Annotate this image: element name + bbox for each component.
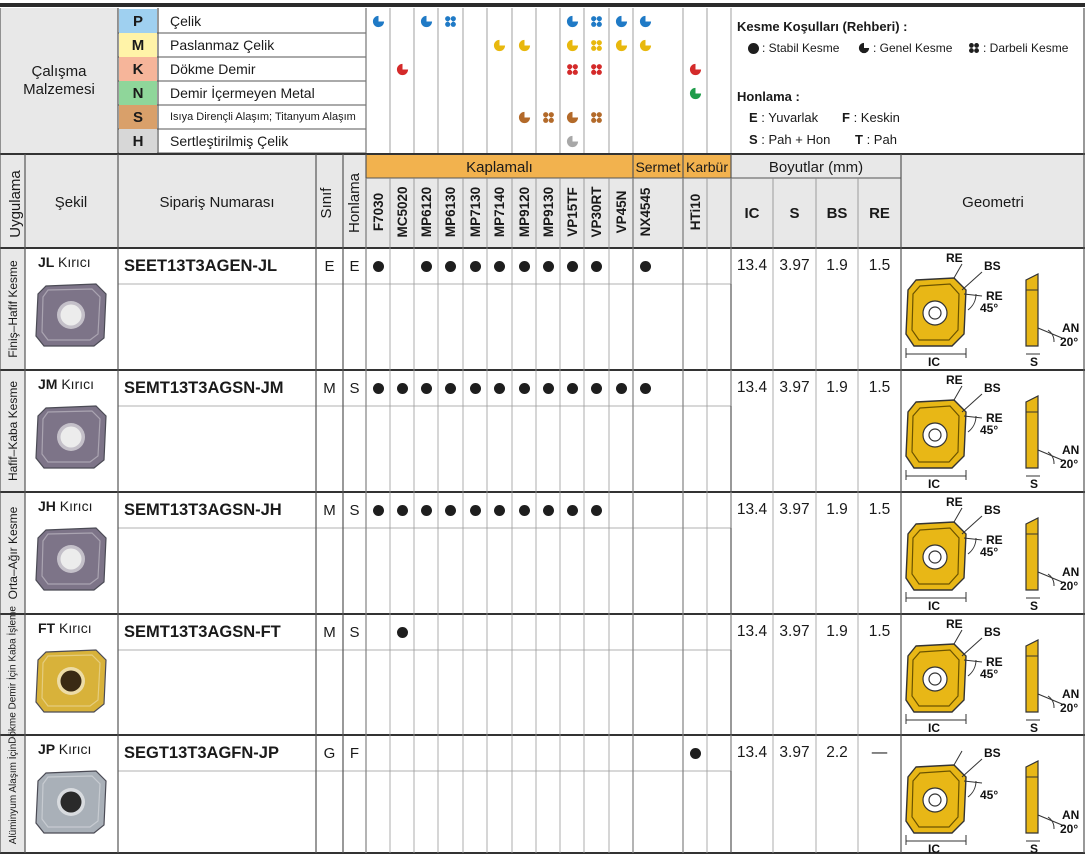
cutting-condition-mark — [609, 33, 633, 57]
geometry-bs-label: BS — [984, 381, 1001, 395]
stock-dot — [421, 261, 432, 272]
row-jl-stock-nx4545 — [633, 248, 657, 284]
legend-stable-icon-label: : Stabil Kesme — [762, 41, 840, 55]
geometry-an-label: AN — [1062, 321, 1080, 335]
row-jp-dim-re: — — [871, 744, 888, 761]
stock-dot — [445, 261, 456, 272]
row-jp-application: Alüminyum Alaşım İçin — [7, 743, 18, 845]
row-jl-breaker-label: JL Kırıcı — [38, 254, 91, 270]
geometry-an-label: AN — [1062, 443, 1080, 457]
cutting-condition-mark — [560, 105, 584, 129]
grade-header-mp6120: MP6120 — [418, 186, 434, 238]
geometry-angle-label: 45° — [980, 545, 999, 559]
geometry-an-angle-label: 20° — [1060, 822, 1079, 836]
geometry-ic-label: IC — [928, 721, 940, 734]
row-jl-stock-mp7130 — [463, 248, 487, 284]
geometry-re-label: RE — [946, 495, 963, 509]
stock-dot — [690, 748, 701, 759]
geometry-header: Geometri — [962, 193, 1024, 211]
stock-dot — [543, 505, 554, 516]
cutting-condition-mark — [633, 9, 657, 33]
row-ft-geometry-diagram — [902, 616, 1084, 734]
row-jm-application: Hafif–Kaba Kesme — [5, 380, 20, 482]
stock-dot — [591, 505, 602, 516]
row-jm-stock-vp45n — [609, 370, 633, 406]
legend-honing-s: S : Pah + Hon — [749, 132, 831, 147]
stock-dot — [445, 383, 456, 394]
stock-dot — [373, 383, 384, 394]
row-jh-insert-image — [32, 524, 110, 594]
row-jp-geometry-diagram — [902, 737, 1084, 855]
stock-dot — [567, 261, 578, 272]
row-jm-stock-f7030 — [366, 370, 390, 406]
cutting-condition-mark — [560, 9, 584, 33]
row-jm-insert-image — [32, 402, 110, 472]
stock-dot — [421, 383, 432, 394]
cermet-header: Sermet — [635, 159, 681, 175]
legend-interrupted-icon — [968, 40, 1068, 56]
row-jm-order-number[interactable]: SEMT13T3AGSN-JM — [124, 378, 284, 397]
row-jh-dim-s: 3.97 — [779, 501, 810, 518]
grade-header-mp9120: MP9120 — [516, 186, 532, 238]
row-jm-stock-vp15tf — [560, 370, 584, 406]
stock-dot — [591, 383, 602, 394]
row-jh-stock-mp6120 — [414, 492, 438, 528]
row-jh-stock-vp30rt — [584, 492, 608, 528]
dimension-header-re: RE — [869, 204, 890, 222]
grade-header-mp7130: MP7130 — [467, 186, 483, 238]
grade-header-nx4545: NX4545 — [637, 187, 653, 237]
legend-stable-icon — [748, 40, 839, 56]
row-jl-stock-mp9120 — [512, 248, 536, 284]
row-jl-dim-s: 3.97 — [779, 257, 810, 274]
geometry-angle-label: 45° — [980, 301, 999, 315]
row-jh-stock-f7030 — [366, 492, 390, 528]
row-ft-dim-re: 1.5 — [868, 623, 891, 640]
legend-cutting-title: Kesme Koşulları (Rehberi) : — [737, 19, 908, 34]
grade-header-vp30rt: VP30RT — [588, 186, 604, 238]
geometry-an-label: AN — [1062, 687, 1080, 701]
row-jh-dim-bs: 1.9 — [826, 501, 848, 518]
grade-header-f7030: F7030 — [370, 192, 386, 232]
cutting-condition-mark — [366, 9, 390, 33]
row-jp-order-number[interactable]: SEGT13T3AGFN-JP — [124, 743, 279, 762]
stock-dot — [567, 383, 578, 394]
material-code-m: M — [119, 33, 157, 57]
material-code-k: K — [119, 57, 157, 81]
row-jm-stock-mp7140 — [487, 370, 511, 406]
row-ft-order-number[interactable]: SEMT13T3AGSN-FT — [124, 622, 281, 641]
row-jp-stock-hti10 — [683, 735, 707, 771]
geometry-bs-label: BS — [984, 746, 1001, 760]
geometry-re2-label: RE — [986, 289, 1003, 303]
cutting-condition-mark — [683, 57, 707, 81]
row-jh-stock-vp15tf — [560, 492, 584, 528]
cutting-condition-mark — [633, 33, 657, 57]
row-jm-stock-mp9120 — [512, 370, 536, 406]
material-code-p: P — [119, 9, 157, 33]
stock-dot — [421, 505, 432, 516]
legend-general-icon — [858, 40, 952, 56]
row-jh-stock-mp9130 — [536, 492, 560, 528]
legend-honing-t: T : Pah — [855, 132, 897, 147]
row-jh-class: M — [323, 501, 336, 519]
geometry-s-label: S — [1030, 721, 1039, 734]
row-jh-stock-mc5020 — [390, 492, 414, 528]
geometry-an-angle-label: 20° — [1060, 335, 1079, 349]
row-jl-stock-mp7140 — [487, 248, 511, 284]
row-jm-stock-mp6120 — [414, 370, 438, 406]
geometry-an-label: AN — [1062, 808, 1080, 822]
cutting-condition-mark — [584, 105, 608, 129]
row-ft-application: Dökme Demir İçin Kaba İşleme — [7, 605, 18, 744]
stock-dot — [519, 505, 530, 516]
cutting-condition-mark — [390, 57, 414, 81]
geometry-re-label: RE — [946, 373, 963, 387]
geometry-bs-label: BS — [984, 625, 1001, 639]
grade-header-hti10: HTi10 — [687, 193, 703, 231]
grade-header-mp6130: MP6130 — [442, 186, 458, 238]
row-jh-honing: S — [349, 501, 360, 519]
honing-header: Honlama — [345, 172, 363, 234]
geometry-s-label: S — [1030, 477, 1039, 490]
stock-dot — [470, 505, 481, 516]
material-name-k: Dökme Demir — [170, 61, 256, 77]
row-jm-dim-re: 1.5 — [868, 379, 891, 396]
stock-dot — [470, 383, 481, 394]
cutting-condition-mark — [512, 33, 536, 57]
row-jm-stock-mp6130 — [438, 370, 462, 406]
row-jm-honing: S — [349, 379, 360, 397]
legend-honing-title: Honlama : — [737, 89, 800, 104]
geometry-angle-label: 45° — [980, 667, 999, 681]
row-jp-breaker-label: JP Kırıcı — [38, 741, 92, 757]
row-jl-stock-vp15tf — [560, 248, 584, 284]
stock-dot — [543, 383, 554, 394]
row-ft-honing: S — [349, 623, 360, 641]
row-jm-class: M — [323, 379, 336, 397]
legend-general-icon-label: : Genel Kesme — [873, 41, 953, 55]
row-jh-stock-mp6130 — [438, 492, 462, 528]
stock-dot — [591, 261, 602, 272]
stock-dot — [494, 261, 505, 272]
row-jl-stock-mp9130 — [536, 248, 560, 284]
material-code-s: S — [119, 105, 157, 129]
material-code-n: N — [119, 81, 157, 105]
row-jh-dim-re: 1.5 — [868, 501, 891, 518]
class-header: Sınıf — [317, 187, 335, 219]
row-jh-application: Orta–Ağır Kesme — [5, 506, 20, 600]
stock-dot — [640, 261, 651, 272]
stock-dot — [519, 383, 530, 394]
cutting-condition-mark — [414, 9, 438, 33]
legend-honing-e: E : Yuvarlak — [749, 110, 819, 125]
row-jl-dim-re: 1.5 — [868, 257, 891, 274]
material-name-m: Paslanmaz Çelik — [170, 37, 275, 53]
row-jm-dim-s: 3.97 — [779, 379, 810, 396]
material-name-s: Isıya Dirençli Alaşım; Titanyum Alaşım — [170, 111, 356, 123]
row-jl-order-number[interactable]: SEET13T3AGEN-JL — [124, 256, 278, 275]
material-code-h: H — [119, 129, 157, 153]
row-jl-geometry-diagram — [902, 250, 1084, 368]
row-jh-dim-ic: 13.4 — [736, 501, 768, 518]
cutting-condition-mark — [584, 57, 608, 81]
geometry-bs-label: BS — [984, 259, 1001, 273]
grade-header-mp7140: MP7140 — [491, 186, 507, 238]
row-jl-dim-ic: 13.4 — [736, 257, 768, 274]
geometry-re2-label: RE — [986, 533, 1003, 547]
legend-honing-f: F : Keskin — [842, 110, 900, 125]
cutting-condition-mark — [560, 33, 584, 57]
row-jh-order-number[interactable]: SEMT13T3AGSN-JH — [124, 500, 282, 519]
grade-header-mc5020: MC5020 — [394, 186, 410, 238]
row-jm-stock-nx4545 — [633, 370, 657, 406]
geometry-ic-label: IC — [928, 477, 940, 490]
row-jm-stock-mp7130 — [463, 370, 487, 406]
row-jl-insert-image — [32, 280, 110, 350]
geometry-s-label: S — [1030, 599, 1039, 612]
geometry-an-angle-label: 20° — [1060, 579, 1079, 593]
row-ft-dim-ic: 13.4 — [736, 623, 768, 640]
legend-interrupted-icon-label: : Darbeli Kesme — [983, 41, 1069, 55]
cutting-condition-mark — [560, 57, 584, 81]
dimension-header-ic: IC — [744, 204, 760, 222]
shape-header: Şekil — [54, 193, 88, 211]
row-jp-dim-ic: 13.4 — [736, 744, 768, 761]
row-ft-class: M — [323, 623, 336, 641]
geometry-angle-label: 45° — [980, 788, 999, 802]
coated-header: Kaplamalı — [466, 158, 533, 176]
carbide-header: Karbür — [685, 159, 729, 175]
geometry-re-label: RE — [946, 617, 963, 631]
material-name-p: Çelik — [170, 13, 202, 29]
row-jm-dim-bs: 1.9 — [826, 379, 848, 396]
dimension-header-s: S — [789, 204, 800, 222]
row-jh-breaker-label: JH Kırıcı — [38, 498, 93, 514]
row-ft-stock-mc5020 — [390, 614, 414, 650]
geometry-angle-label: 45° — [980, 423, 999, 437]
order-number-header: Sipariş Numarası — [159, 193, 275, 211]
cutting-condition-mark — [584, 9, 608, 33]
row-jl-application: Finiş–Hafif Kesme — [5, 260, 20, 358]
stock-dot — [373, 261, 384, 272]
row-ft-insert-image — [32, 646, 110, 716]
dimensions-header: Boyutlar (mm) — [768, 158, 864, 176]
row-jl-class: E — [324, 257, 335, 275]
cutting-condition-mark — [609, 9, 633, 33]
row-jl-stock-mp6120 — [414, 248, 438, 284]
cutting-condition-mark — [560, 129, 584, 153]
materials-header: Çalışma Malzemesi — [23, 63, 95, 98]
cutting-condition-mark — [683, 81, 707, 105]
cutting-condition-mark — [487, 33, 511, 57]
stock-dot — [543, 261, 554, 272]
cutting-condition-mark — [438, 9, 462, 33]
row-jh-stock-mp7140 — [487, 492, 511, 528]
stock-dot — [397, 505, 408, 516]
row-jp-honing: F — [349, 744, 360, 762]
row-ft-dim-bs: 1.9 — [826, 623, 848, 640]
row-jp-dim-bs: 2.2 — [826, 744, 848, 761]
grade-header-mp9130: MP9130 — [540, 186, 556, 238]
row-jp-insert-image — [32, 767, 110, 837]
cutting-condition-mark — [584, 33, 608, 57]
stock-dot — [494, 505, 505, 516]
geometry-ic-label: IC — [928, 599, 940, 612]
row-jl-stock-vp30rt — [584, 248, 608, 284]
stock-dot — [494, 383, 505, 394]
stock-dot — [397, 627, 408, 638]
geometry-re2-label: RE — [986, 655, 1003, 669]
stock-dot — [616, 383, 627, 394]
stock-dot — [445, 505, 456, 516]
row-ft-dim-s: 3.97 — [779, 623, 810, 640]
stock-dot — [397, 383, 408, 394]
row-jm-geometry-diagram — [902, 372, 1084, 490]
geometry-re-label: RE — [946, 251, 963, 265]
stock-dot — [640, 383, 651, 394]
row-jh-stock-mp9120 — [512, 492, 536, 528]
row-jl-stock-mp6130 — [438, 248, 462, 284]
cutting-condition-mark — [536, 105, 560, 129]
material-name-n: Demir İçermeyen Metal — [170, 85, 315, 101]
geometry-s-label: S — [1030, 355, 1039, 368]
row-jh-geometry-diagram — [902, 494, 1084, 612]
geometry-an-label: AN — [1062, 565, 1080, 579]
row-jp-class: G — [323, 744, 336, 762]
grade-header-vp45n: VP45N — [613, 190, 629, 234]
application-header: Uygulama — [6, 170, 24, 238]
stock-dot — [373, 505, 384, 516]
row-jm-stock-mc5020 — [390, 370, 414, 406]
row-jl-dim-bs: 1.9 — [826, 257, 848, 274]
row-jl-honing: E — [349, 257, 360, 275]
geometry-ic-label: IC — [928, 355, 940, 368]
geometry-ic-label: IC — [928, 842, 940, 855]
geometry-s-label: S — [1030, 842, 1039, 855]
cutting-condition-mark — [512, 105, 536, 129]
dimension-header-bs: BS — [826, 204, 848, 222]
row-jm-stock-mp9130 — [536, 370, 560, 406]
row-ft-breaker-label: FT Kırıcı — [38, 620, 92, 636]
stock-dot — [567, 505, 578, 516]
material-name-h: Sertleştirilmiş Çelik — [170, 133, 289, 149]
row-jp-dim-s: 3.97 — [779, 744, 810, 761]
row-jh-stock-mp7130 — [463, 492, 487, 528]
stock-dot — [470, 261, 481, 272]
stock-dot — [519, 261, 530, 272]
row-jm-stock-vp30rt — [584, 370, 608, 406]
grade-header-vp15tf: VP15TF — [564, 187, 580, 237]
geometry-an-angle-label: 20° — [1060, 457, 1079, 471]
geometry-an-angle-label: 20° — [1060, 701, 1079, 715]
row-jm-dim-ic: 13.4 — [736, 379, 768, 396]
geometry-re2-label: RE — [986, 411, 1003, 425]
geometry-bs-label: BS — [984, 503, 1001, 517]
row-jm-breaker-label: JM Kırıcı — [38, 376, 95, 392]
row-jl-stock-f7030 — [366, 248, 390, 284]
